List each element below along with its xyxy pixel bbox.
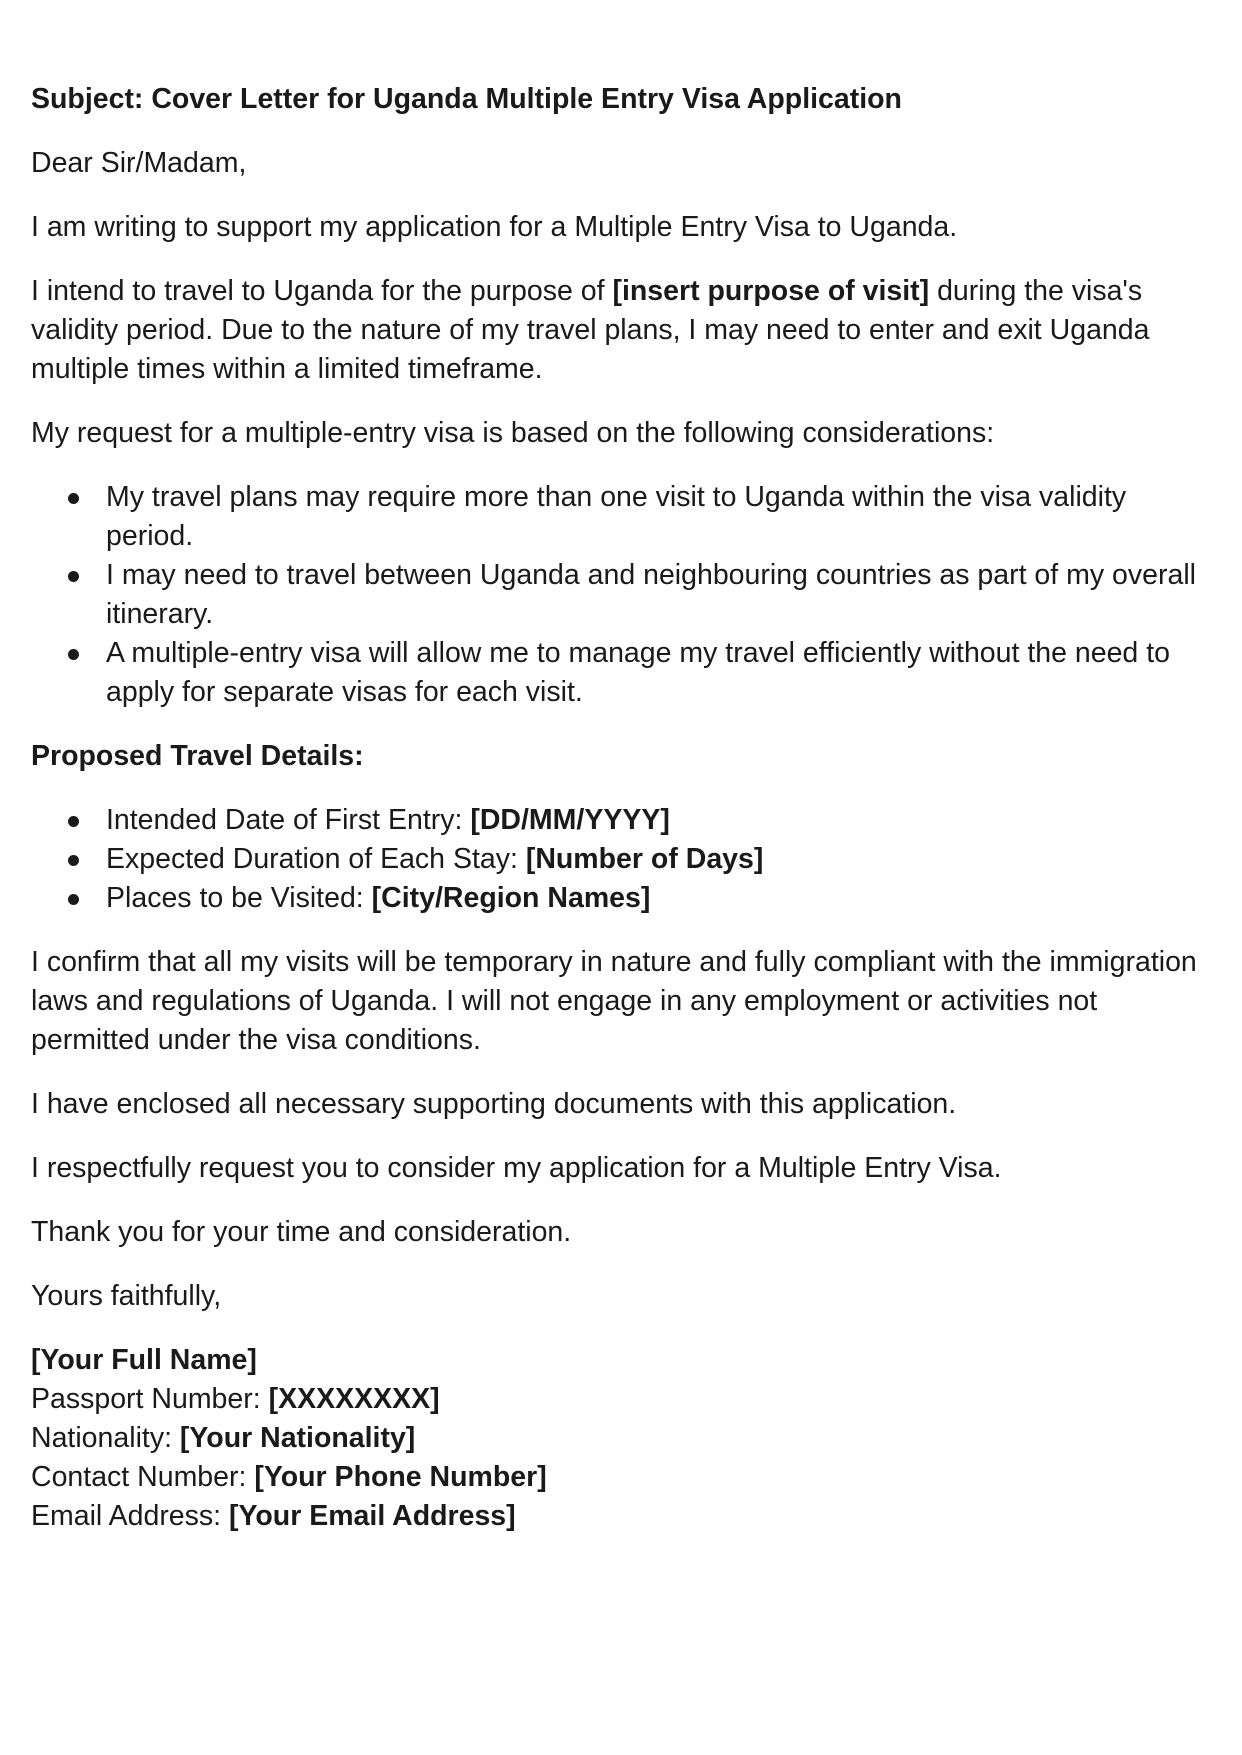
considerations-intro: My request for a multiple-entry visa is based on the following considerations: <box>31 417 995 449</box>
travel-detail-label: Places to be Visited: <box>106 882 372 914</box>
passport-line <box>31 1380 1211 1419</box>
consideration-text: I may need to travel between Uganda and neighbouring countries as part of my overall itinerary. <box>106 559 1196 630</box>
contact-value: [Your Phone Number] <box>254 1461 547 1493</box>
bullet-icon <box>68 816 79 827</box>
letter-intro: I am writing to support my application for a Multiple Entry Visa to Uganda. <box>31 211 958 243</box>
letter-purpose-paragraph <box>31 272 1211 389</box>
contact-line <box>31 1458 1211 1497</box>
list-item <box>31 801 1211 840</box>
travel-detail-value: [DD/MM/YYYY] <box>470 804 670 836</box>
list-item <box>31 634 1211 712</box>
email-label: Email Address: <box>31 1500 229 1532</box>
purpose-text-before: I intend to travel to Uganda for the purpose of <box>31 275 613 307</box>
bullet-icon <box>68 571 79 582</box>
bullet-icon <box>68 894 79 905</box>
signer-name: [Your Full Name] <box>31 1344 257 1376</box>
list-item <box>31 478 1211 556</box>
signature-block <box>31 1341 1211 1536</box>
travel-detail-label: Expected Duration of Each Stay: <box>106 843 526 875</box>
enclosures-paragraph: I have enclosed all necessary supporting documents with this application. <box>31 1088 957 1120</box>
travel-details-heading: Proposed Travel Details: <box>31 740 364 772</box>
passport-label: Passport Number: <box>31 1383 269 1415</box>
bullet-icon <box>68 855 79 866</box>
passport-value: [XXXXXXXX] <box>268 1383 440 1415</box>
consideration-text: My travel plans may require more than one visit to Uganda within the visa validity period. <box>106 481 1127 552</box>
thanks-paragraph: Thank you for your time and consideration. <box>31 1216 572 1248</box>
email-value: [Your Email Address] <box>229 1500 516 1532</box>
request-paragraph: I respectfully request you to consider my application for a Multiple Entry Visa. <box>31 1152 1002 1184</box>
travel-details-list <box>31 801 1211 918</box>
closing: Yours faithfully, <box>31 1280 222 1312</box>
nationality-line <box>31 1419 1211 1458</box>
email-line <box>31 1497 1211 1536</box>
letter-salutation: Dear Sir/Madam, <box>31 147 247 179</box>
nationality-value: [Your Nationality] <box>179 1422 416 1454</box>
travel-detail-label: Intended Date of First Entry: <box>106 804 471 836</box>
list-item <box>31 556 1211 634</box>
compliance-paragraph: I confirm that all my visits will be temporary in nature and fully compliant with the immigration laws and regulations of Uganda. I will not engage in any employment or activities not permitted under the visa conditions. <box>31 946 1197 1056</box>
list-item <box>31 840 1211 879</box>
contact-label: Contact Number: <box>31 1461 255 1493</box>
consideration-text: A multiple-entry visa will allow me to manage my travel efficiently without the need to apply for separate visas for each visit. <box>106 637 1170 708</box>
purpose-text-after: during the visa's validity period. Due to the nature of my travel plans, I may need to enter and exit Uganda multiple times within a limited timeframe. <box>31 275 1150 385</box>
travel-detail-value: [City/Region Names] <box>371 882 651 914</box>
bullet-icon <box>68 649 79 660</box>
purpose-placeholder: [insert purpose of visit] <box>612 275 930 307</box>
list-item <box>31 879 1211 918</box>
letter-page <box>31 80 1211 1536</box>
considerations-list <box>31 478 1211 712</box>
bullet-icon <box>68 493 79 504</box>
letter-subject: Subject: Cover Letter for Uganda Multiple Entry Visa Application <box>31 83 902 115</box>
travel-detail-value: [Number of Days] <box>525 843 764 875</box>
nationality-label: Nationality: <box>31 1422 180 1454</box>
